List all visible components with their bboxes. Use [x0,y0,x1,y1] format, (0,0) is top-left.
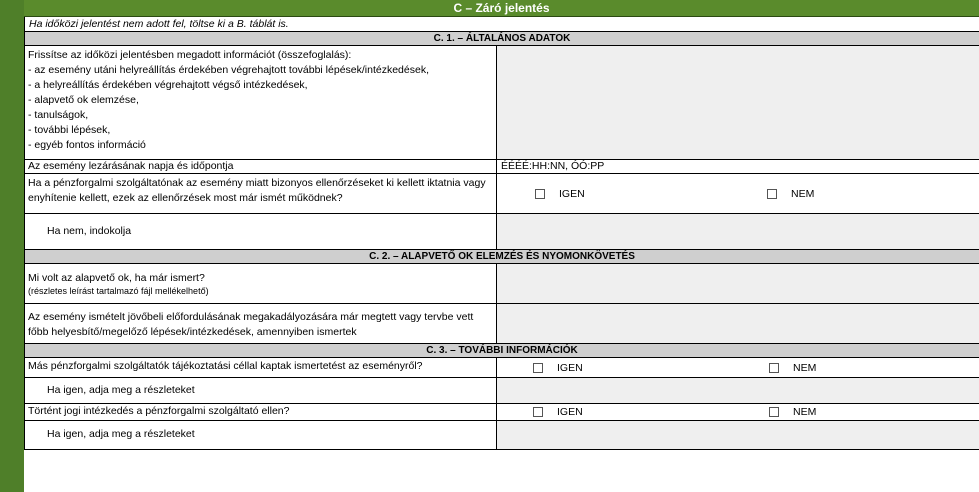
closing-date-field[interactable]: ÉÉÉÉ:HH:NN, ÓÓ:PP [497,160,979,173]
legal-no-option[interactable] [769,405,816,419]
controls-reason-row [24,214,979,250]
checkbox-yes[interactable] [533,407,543,417]
controls-yes-option[interactable] [535,187,767,201]
root-cause-label [25,264,497,303]
root-cause-field[interactable] [497,264,979,303]
preventive-row [24,304,979,344]
legal-row [24,404,979,421]
legal-question: Történt jogi intézkedés a pénzforgalmi szolgáltató ellen? [25,404,497,420]
informed-question: Más pénzforgalmi szolgáltatók tájékoztatási céllal kaptak ismertetést az eseményről? [25,358,497,377]
informed-details-field[interactable] [497,378,979,403]
no-label: NEM [791,187,815,200]
update-info-item: - egyéb fontos információ [28,139,146,151]
closing-date-label: Az esemény lezárásának napja és időpontja [25,160,497,173]
checkbox-no[interactable] [769,363,779,373]
no-label: NEM [793,361,817,374]
section-header-c3: C. 3. – TOVÁBBI INFORMÁCIÓK [24,344,979,358]
legal-details-label: Ha igen, adja meg a részleteket [25,421,497,449]
left-accent-bar [0,0,24,492]
update-info-item: - az esemény utáni helyreállítás érdekében végrehajtott további lépések/intézkedések, [28,64,429,76]
instruction-note: Ha időközi jelentést nem adott fel, töltse ki a B. táblát is. [24,17,979,32]
form-title: C – Záró jelentés [24,0,979,17]
controls-question: Ha a pénzforgalmi szolgáltatónak az esemény miatt bizonyos ellenőrzéseket ki kellett iktatnia vagy enyhítenie kellett, ezek az ellenőrzések most már ismét működnek? [25,174,497,213]
root-cause-question: Mi volt az alapvető ok, ha már ismert? [28,272,205,284]
update-info-item: - a helyreállítás érdekében végrehajtott végső intézkedések, [28,79,308,91]
checkbox-yes[interactable] [533,363,543,373]
closing-date-row [24,160,979,174]
preventive-label: Az esemény ismételt jövőbeli előfordulásának megakadályozására már megtett vagy tervbe vett főbb helyesbítő/megelőző lépések/intézkedések, amennyiben ismertek [25,304,497,343]
informed-options [497,358,979,377]
legal-options [497,404,979,420]
section-header-c2: C. 2. – ALAPVETŐ OK ELEMZÉS ÉS NYOMONKÖVETÉS [24,250,979,264]
yes-label: IGEN [557,406,583,418]
controls-row [24,174,979,214]
update-info-item: - tanulságok, [28,109,89,121]
update-info-item: - további lépések, [28,124,111,136]
controls-no-option[interactable] [767,187,814,201]
legal-yes-option[interactable] [533,405,769,419]
controls-reason-label: Ha nem, indokolja [25,214,497,249]
update-info-row [24,46,979,160]
section-header-c1: C. 1. – ÁLTALÁNOS ADATOK [24,32,979,46]
controls-options [497,174,979,213]
update-info-item: - alapvető ok elemzése, [28,94,139,106]
checkbox-no[interactable] [769,407,779,417]
root-cause-row [24,264,979,304]
yes-label: IGEN [559,187,585,200]
preventive-field[interactable] [497,304,979,343]
update-info-intro: Frissítse az időközi jelentésben megadott információt (összefoglalás): [28,49,352,61]
form-table [24,0,979,492]
legal-details-field[interactable] [497,421,979,449]
informed-details-label: Ha igen, adja meg a részleteket [25,378,497,403]
informed-details-row [24,378,979,404]
legal-details-row [24,421,979,450]
no-label: NEM [793,406,817,418]
informed-no-option[interactable] [769,361,816,375]
informed-yes-option[interactable] [533,361,769,375]
checkbox-no[interactable] [767,189,777,199]
update-info-field[interactable] [497,46,979,159]
update-info-label [25,46,497,159]
informed-row [24,358,979,378]
root-cause-subnote: (részletes leírást tartalmazó fájl mellékelhető) [28,286,209,296]
checkbox-yes[interactable] [535,189,545,199]
yes-label: IGEN [557,361,583,374]
controls-reason-field[interactable] [497,214,979,249]
